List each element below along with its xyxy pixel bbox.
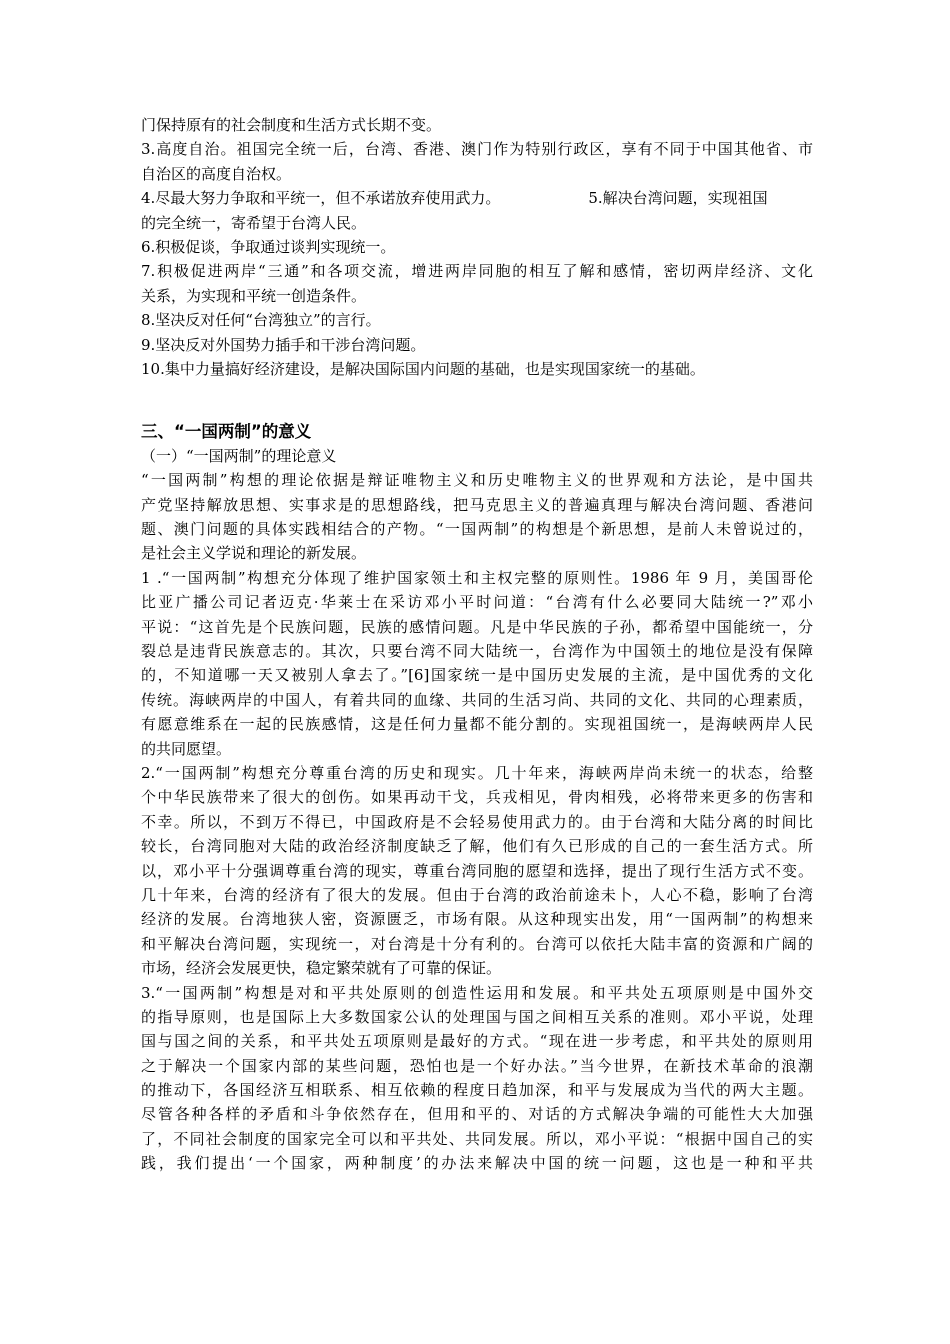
section-three [141,419,813,1175]
text-line: 裂总是违背民族意志的。其次，只要台湾不同大陆统一，台湾作为中国领土的地位是没有保障 [141,642,813,661]
text-line: 门保持原有的社会制度和生活方式长期不变。 [141,116,442,134]
text-line: 10.集中力量搞好经济建设，是解决国际国内问题的基础，也是实现国家统一的基础。 [141,359,705,378]
text-line: 题、澳门问题的具体实践相结合的产物。“一国两制”的构想是个新思想，是前人未曾说过的， [141,520,813,539]
text-line: 了，不同社会制度的国家完全可以和平共处、共同发展。所以，邓小平说：“根据中国自己的实 [141,1129,813,1148]
text-line: 2.“一国两制”构想充分尊重台湾的历史和现实。几十年来，海峡两岸尚未统一的状态，给整 [141,763,813,782]
text-line: 的完全统一，寄希望于台湾人民。 [141,213,367,232]
text-fragment: 5.解决台湾问题，实现祖国 [588,189,768,208]
text-line: 6.积极促谈，争取通过谈判实现统一。 [141,237,396,256]
text-line: 尽管各种各样的矛盾和斗争依然存在，但用和平的、对话的方式解决争端的可能性大大加强 [141,1105,813,1124]
text-line: 的指导原则，也是国际上大多数国家公认的处理国与国之间相互关系的准则。邓小平说，处理 [141,1007,813,1026]
text-line: 的共同愿望。 [141,739,232,758]
text-line: 个中华民族带来了很大的创伤。如果再动干戈，兵戎相见，骨肉相残，必将带来更多的伤害和 [141,788,813,807]
text-line: 经济的发展。台湾地狭人密，资源匮乏，市场有限。从这种现实出发，用“一国两制”的构想来 [141,910,813,929]
text-line: 平说：“这首先是个民族问题，民族的感情问题。凡是中华民族的子孙，都希望中国能统一，分 [141,617,813,636]
text-line: 是社会主义学说和理论的新发展。 [141,544,367,563]
text-line: 以，邓小平十分强调尊重台湾的现实，尊重台湾同胞的愿望和选择，提出了现行生活方式不变。 [141,861,813,880]
text-line: 3.“一国两制”构想是对和平共处原则的创造性运用和发展。和平共处五项原则是中国外交 [141,983,813,1002]
text-line: 传统。海峡两岸的中国人，有着共同的血缘、共同的生活习尚、共同的文化、共同的心理素质， [141,690,813,709]
text-line: 3.高度自治。祖国完全统一后，台湾、香港、澳门作为特别行政区，享有不同于中国其他省、市 [141,140,813,159]
top-section [141,113,813,381]
text-line: 关系，为实现和平统一创造条件。 [141,286,367,305]
text-line: 产党坚持解放思想、实事求是的思想路线，把马克思主义的普遍真理与解决台湾问题、香港问 [141,495,813,514]
text-line: 践，我们提出‘一个国家，两种制度’的办法来解决中国的统一问题，这也是一种和平共 [141,1154,813,1173]
text-line: 较长，台湾同胞对大陆的政治经济制度缺乏了解，他们有久已形成的自己的一套生活方式。所 [141,837,813,856]
text-line: 不幸。所以，不到万不得已，中国政府是不会轻易使用武力的。由于台湾和大陆分离的时间比 [141,812,813,831]
text-line: 自治区的高度自治权。 [141,164,292,183]
section-spacer [141,381,813,419]
text-line: 市场，经济会发展更快，稳定繁荣就有了可靠的保证。 [141,959,502,978]
text-line: 的推动下，各国经济互相联系、相互依赖的程度日趋加深，和平与发展成为当代的两大主题。 [141,1081,813,1100]
text-line: 有愿意维系在一起的民族感情，这是任何力量都不能分割的。实现祖国统一，是海峡两岸人民 [141,715,813,734]
text-line: 国与国之间的关系，和平共处五项原则是最好的方式。“现在进一步考虑，和平共处的原则用 [141,1032,813,1051]
document-page [141,113,813,1176]
text-line: 之于解决一个国家内部的某些问题，恐怕也是一个好办法。”当今世界，在新技术革命的浪潮 [141,1056,813,1075]
text-line: 9.坚决反对外国势力插手和干涉台湾问题。 [141,335,426,354]
text-line: 8.坚决反对任何“台湾独立”的言行。 [141,311,381,330]
section-subheading: （一）“一国两制”的理论意义 [141,447,337,466]
text-line: “一国两制”构想的理论依据是辩证唯物主义和历史唯物主义的世界观和方法论，是中国共 [141,471,813,490]
text-line: 和平解决台湾问题，实现统一，对台湾是十分有利的。台湾可以依托大陆丰富的资源和广阔的 [141,934,813,953]
text-fragment: 4.尽最大努力争取和平统一，但不承诺放弃使用武力。 [141,189,501,208]
section-heading: 三、“一国两制”的意义 [141,422,312,442]
text-line: 1 .“一国两制”构想充分体现了维护国家领土和主权完整的原则性。1986 年 9 月，美国哥伦 [141,568,813,587]
text-line: 7.积极促进两岸“三通”和各项交流，增进两岸同胞的相互了解和感情，密切两岸经济、文化 [141,262,813,281]
text-line: 的，不知道哪一天又被别人拿去了。”[6]国家统一是中国历史发展的主流，是中国优秀的文化 [141,666,813,685]
text-line: 比亚广播公司记者迈克·华莱士在采访邓小平时问道：“台湾有什么必要同大陆统一?”邓小 [141,593,813,612]
text-line: 几十年来，台湾的经济有了很大的发展。但由于台湾的政治前途未卜，人心不稳，影响了台湾 [141,885,813,904]
text-line-split [141,186,813,210]
